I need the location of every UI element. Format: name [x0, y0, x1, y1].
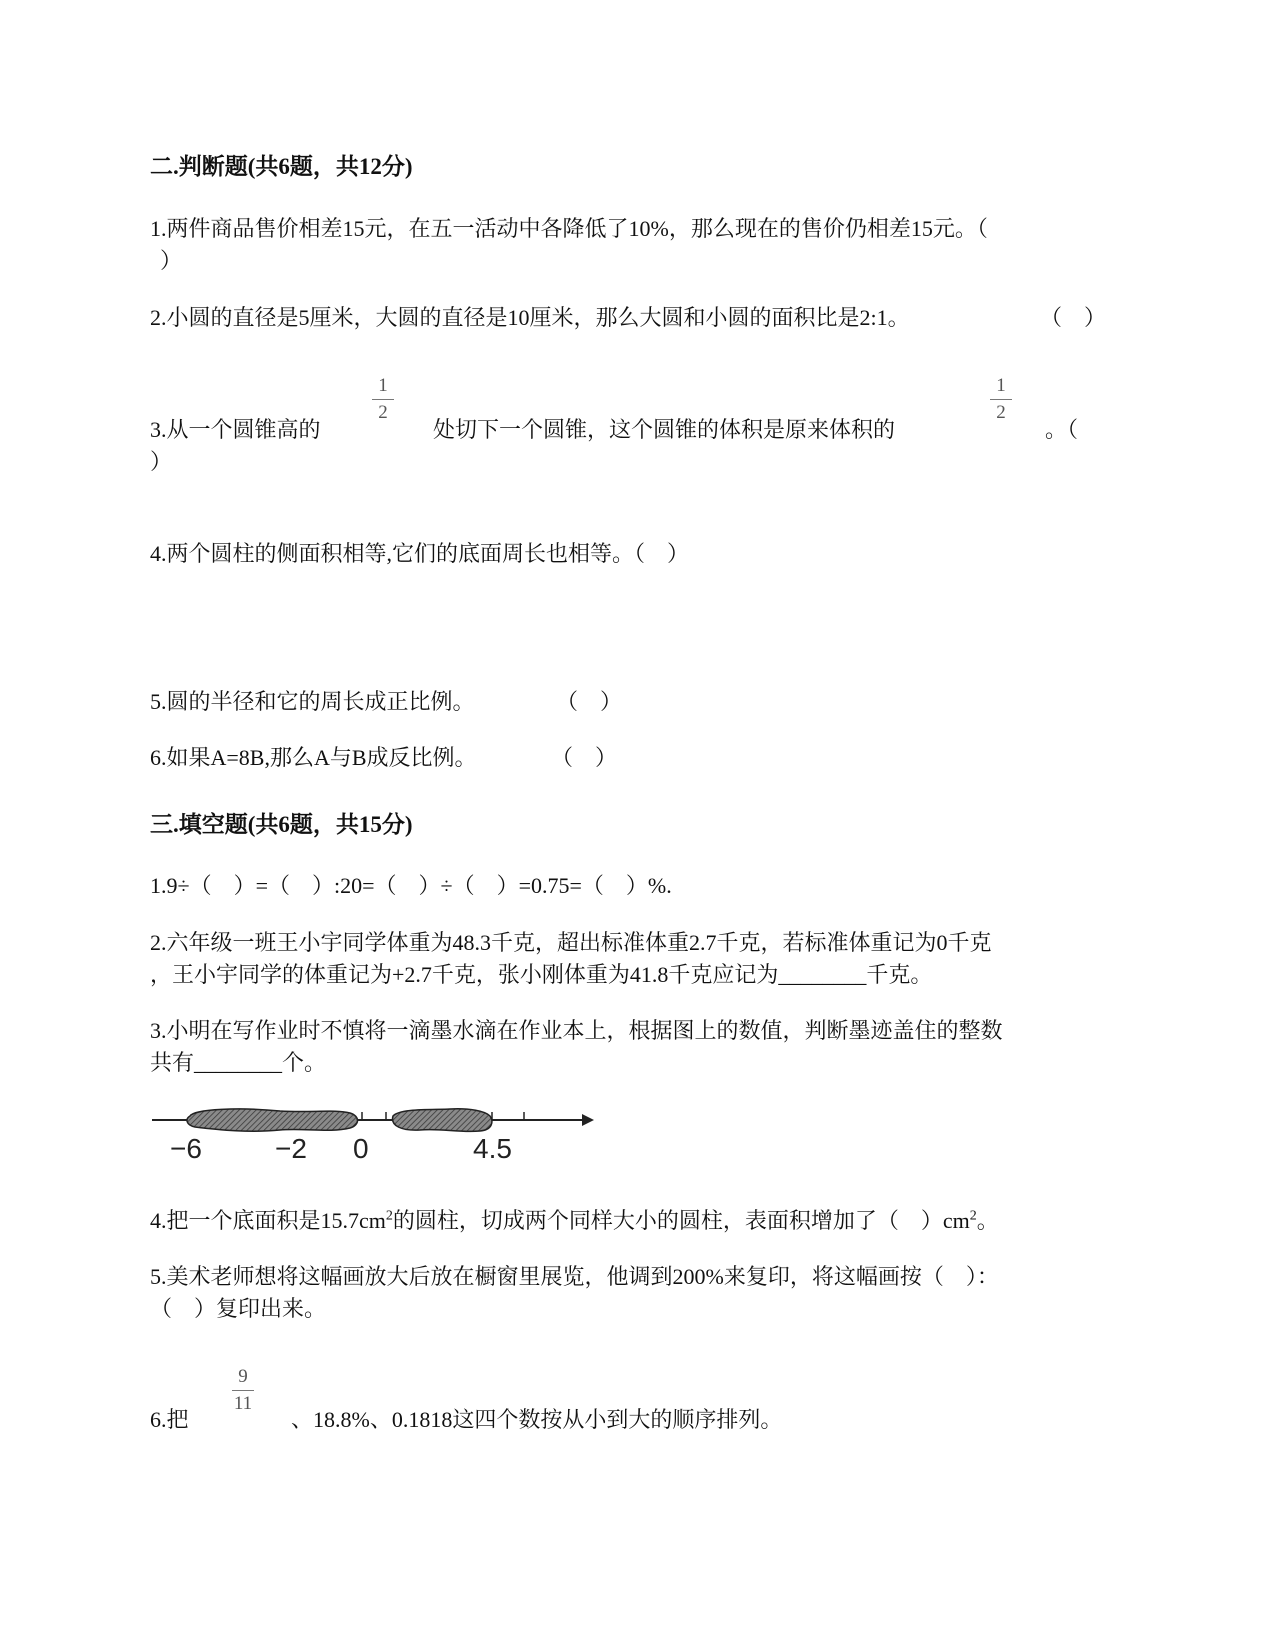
answer-paren: （ ）	[551, 745, 618, 770]
question-2-2: 2.小圆的直径是5厘米，大圆的直径是10厘米，那么大圆和小圆的面积比是2:1。	[150, 305, 910, 330]
superscript: 2	[969, 1208, 977, 1224]
question-2-1-line1: 1.两件商品售价相差15元，在五一活动中各降低了10%，那么现在的售价仍相差15元。（	[150, 216, 988, 241]
question-2-3-part1: 3.从一个圆锥高的	[150, 417, 321, 442]
axis-arrow-head	[582, 1114, 594, 1126]
question-2-3-part4: ）	[150, 449, 173, 474]
fraction-bar	[990, 399, 1012, 400]
number-line-figure	[150, 1108, 600, 1168]
question-3-3-line2: 共有________个。	[150, 1050, 327, 1075]
section-3-heading: 三.填空题(共6题，共15分)	[150, 812, 413, 837]
question-2-4: 4.两个圆柱的侧面积相等,它们的底面周长也相等。（ ）	[150, 541, 690, 566]
tick-label: −6	[170, 1133, 202, 1164]
fraction-numerator: 1	[996, 375, 1006, 396]
question-3-5-line1: 5.美术老师想将这幅画放大后放在橱窗里展览，他调到200%来复印，将这幅画按（ ）：	[150, 1264, 999, 1289]
question-2-3-part3: 。（	[1045, 417, 1079, 442]
fraction-denominator: 2	[996, 402, 1006, 423]
ink-blot-right	[393, 1109, 492, 1132]
tick-label: 0	[353, 1133, 369, 1164]
fraction-nine-elevenths	[228, 1366, 258, 1415]
tick-label: 4.5	[473, 1133, 512, 1164]
ink-blot-left	[187, 1109, 357, 1131]
superscript: 2	[385, 1208, 393, 1224]
question-3-4-part3: 。	[976, 1208, 999, 1233]
question-3-2-line2: ，王小宇同学的体重记为+2.7千克，张小刚体重为41.8千克应记为________千克。	[150, 962, 933, 987]
fraction-one-half	[368, 375, 398, 424]
fraction-bar	[372, 399, 394, 400]
question-2-1-line2: ）	[160, 248, 183, 273]
question-3-4-part2: 的圆柱，切成两个同样大小的圆柱，表面积增加了（ ）cm	[392, 1208, 970, 1233]
fraction-bar	[232, 1390, 254, 1391]
fraction-denominator: 11	[233, 1393, 253, 1414]
answer-paren: （ ）	[556, 689, 623, 714]
question-3-4	[150, 1205, 999, 1237]
question-3-4-part1: 4.把一个底面积是15.7cm	[150, 1208, 386, 1233]
question-2-6: 6.如果A=8B,那么A与B成反比例。	[150, 745, 477, 770]
question-2-3-part2: 处切下一个圆锥，这个圆锥的体积是原来体积的	[433, 417, 896, 442]
tick-label: −2	[275, 1133, 307, 1164]
fraction-denominator: 2	[378, 402, 388, 423]
question-3-1: 1.9÷（ ）=（ ）:20=（ ）÷（ ）=0.75=（ ）%.	[150, 873, 672, 898]
question-3-2-line1: 2.六年级一班王小宇同学体重为48.3千克，超出标准体重2.7千克，若标准体重记为0千克	[150, 930, 992, 955]
section-2-heading: 二.判断题(共6题，共12分)	[150, 154, 413, 179]
question-3-6-part2: 、18.8%、0.1818这四个数按从小到大的顺序排列。	[291, 1407, 783, 1432]
question-3-6-part1: 6.把	[150, 1407, 189, 1432]
question-3-5-line2: （ ）复印出来。	[150, 1296, 327, 1321]
question-3-3-line1: 3.小明在写作业时不慎将一滴墨水滴在作业本上，根据图上的数值，判断墨迹盖住的整数	[150, 1018, 1003, 1043]
answer-paren: （ ）	[1040, 305, 1107, 330]
fraction-numerator: 9	[238, 1366, 248, 1387]
number-line-labels	[170, 1133, 512, 1164]
fraction-one-half	[986, 375, 1016, 424]
question-2-5: 5.圆的半径和它的周长成正比例。	[150, 689, 475, 714]
fraction-numerator: 1	[378, 375, 388, 396]
